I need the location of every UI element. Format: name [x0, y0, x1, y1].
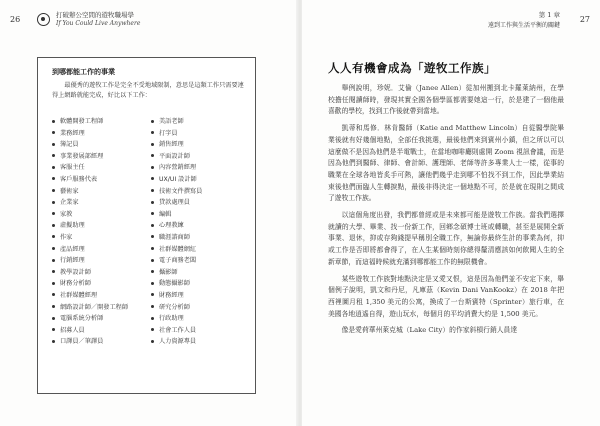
job-list-item — [52, 325, 128, 337]
page-number-right: 27 — [579, 15, 590, 24]
job-title: 作家 — [60, 233, 73, 241]
bullet-icon — [52, 212, 55, 215]
job-title: 客戶服務代表 — [60, 175, 98, 183]
job-list-right — [151, 116, 202, 348]
job-title: 人力資源專員 — [159, 338, 197, 346]
bullet-icon — [52, 143, 55, 146]
job-title: 軟體開發工程師 — [60, 118, 104, 125]
bullet-icon — [52, 259, 55, 262]
job-title: 電子商務老闆 — [159, 257, 197, 265]
job-list-item — [151, 220, 202, 232]
job-list-left — [52, 116, 128, 348]
job-title: 心理教練 — [159, 222, 184, 230]
job-title: 口譯員／筆譯員 — [60, 338, 104, 346]
job-title: 行政助理 — [159, 315, 184, 323]
job-list-item — [151, 116, 202, 128]
job-title: 行銷經理 — [60, 257, 85, 265]
running-header-title: 打破辦公空間的遊牧職場學 — [56, 11, 134, 19]
job-list-item — [151, 267, 202, 279]
bullet-icon — [52, 235, 55, 238]
job-title: 技術文件撰寫員 — [159, 187, 203, 195]
job-list-item — [151, 278, 202, 290]
bullet-icon — [52, 270, 55, 273]
bullet-icon — [151, 189, 154, 192]
job-list-item — [151, 336, 202, 348]
job-list-item — [151, 197, 202, 209]
job-list-item — [151, 151, 202, 163]
job-list-item — [52, 151, 128, 163]
job-list-item — [52, 278, 128, 290]
job-title: 財務經理 — [159, 291, 184, 299]
bullet-icon — [52, 340, 55, 343]
job-title: 教學設計師 — [60, 268, 91, 276]
job-list-item — [151, 186, 202, 198]
job-title: 招募人員 — [60, 326, 85, 334]
job-list-item — [52, 186, 128, 198]
bullet-icon — [151, 259, 154, 262]
job-title: 網路設計師／開發工程師 — [60, 303, 129, 311]
paragraph: 以這個角度出發，我們都曾經或是未來都可能是遊牧工作族。當我們選擇就讀的大學、畢業、找一份新工作，回鄉念碩博士班或轉職，甚至是展開全新事業、退休，抑或存夠錢提早稱別全職工作，無論你最終生計的事業為何，抑或工作是否即將都會得了，在人生某個時刻你總得釐清應該如何飲聞人生的全新章節，而這福時候就充滿到哪都能工作的無限機會。 — [328, 211, 564, 266]
box-title: 到哪都能工作的事業 — [52, 68, 115, 76]
bullet-icon — [52, 201, 55, 204]
bullet-icon — [151, 328, 154, 331]
box-intro: 最優秀的遊牧工作是完全不受地域限制，意思是這類工作只需要連得上網路就能完成，好比以下工作： — [52, 82, 244, 99]
job-list-item — [52, 290, 128, 302]
job-list-item — [151, 302, 202, 314]
chapter-label: 第 1 章 — [538, 11, 560, 19]
bullet-icon — [151, 120, 154, 123]
bullet-icon — [52, 166, 55, 169]
job-title: 電腦系統分析師 — [60, 315, 104, 323]
job-title: 客服主任 — [60, 164, 85, 172]
job-list-item — [52, 302, 128, 314]
bullet-icon — [52, 224, 55, 227]
bullet-icon — [52, 282, 55, 285]
job-list-item — [52, 255, 128, 267]
job-title: 藝術家 — [60, 187, 79, 195]
job-title: 內容營銷經理 — [159, 164, 197, 172]
job-list-item — [52, 220, 128, 232]
job-list-item — [151, 290, 202, 302]
paragraph: 像是愛荷華州萊克城（Lake City）的作家斜槓行銷人員達 — [341, 326, 518, 335]
job-list-item — [151, 174, 202, 186]
job-title: 社群媒體經理 — [60, 291, 98, 299]
bullet-icon — [151, 212, 154, 215]
paragraph: 舉例說明，珍妮．艾倫（Janee Allen）從加州搬到北卡羅萊納州，在學校擔任閱讀師時，發現其實全國各個學區都需要她這一行，於是建了一個他最喜歡的學校，找到工作後就帶到當地。 — [328, 84, 564, 116]
job-title: 企業家 — [60, 199, 79, 207]
section-heading: 人人有機會成為「遊牧工作族」 — [328, 61, 496, 75]
bullet-icon — [151, 224, 154, 227]
job-title: 簿記員 — [60, 141, 79, 149]
bullet-icon — [52, 305, 55, 308]
job-list-item — [151, 139, 202, 151]
bullet-icon — [52, 293, 55, 296]
bullet-icon — [151, 201, 154, 204]
job-title: 編輯 — [159, 210, 172, 218]
bullet-icon — [151, 282, 154, 285]
job-list-item — [52, 267, 128, 279]
compass-logo-icon — [37, 13, 50, 26]
job-list-item — [151, 128, 202, 140]
chapter-subtitle: 遠到工作與生活平衡的關鍵 — [487, 22, 560, 29]
bullet-icon — [52, 177, 55, 180]
job-list-item — [52, 174, 128, 186]
paragraph: 某些遊牧工作族對地點決定是又愛又恨，這是因為他們並不安定下來，舉個例子說明，凱文和丹尼，凡庫茲（Kevin Dani VanKookz）在 2018 年把西裡圖月租 1,350 美元的公寓，換成了一台斯賓特（Sprinter）旅行車，在美國各地逍遙自得，遊山玩水，每個月的平均消費大約是 1,500 美元。 — [328, 274, 564, 318]
bullet-icon — [151, 166, 154, 169]
job-list-item — [151, 162, 202, 174]
job-list-item — [52, 313, 128, 325]
bullet-icon — [151, 235, 154, 238]
job-list-item — [52, 128, 128, 140]
job-title: 攝影師 — [159, 268, 178, 276]
job-title: 財務分析師 — [60, 280, 91, 288]
bullet-icon — [151, 317, 154, 320]
job-list-item — [52, 162, 128, 174]
right-page — [302, 0, 600, 426]
body-text — [328, 83, 564, 342]
job-title: 家教 — [60, 210, 73, 218]
job-title: 業務經理 — [60, 129, 85, 137]
bullet-icon — [151, 305, 154, 308]
job-list-item — [151, 209, 202, 221]
job-title: 社會工作人員 — [159, 326, 197, 334]
bullet-icon — [52, 120, 55, 123]
job-list-item — [52, 244, 128, 256]
job-list-item — [52, 232, 128, 244]
job-title: 職涯諮商師 — [159, 233, 190, 241]
job-list-item — [151, 244, 202, 256]
job-title: 打字員 — [159, 129, 178, 137]
job-title: 事業發展部經理 — [60, 152, 104, 160]
job-title: 銷售經理 — [159, 141, 184, 149]
job-list-item — [52, 209, 128, 221]
job-title: UX/UI 設計師 — [159, 175, 197, 183]
job-list-item — [52, 336, 128, 348]
bullet-icon — [52, 247, 55, 250]
bullet-icon — [151, 270, 154, 273]
job-title: 美語老師 — [159, 118, 184, 125]
job-list-item — [151, 232, 202, 244]
job-list-item — [52, 116, 128, 128]
bullet-icon — [52, 154, 55, 157]
job-title: 研究分析師 — [159, 303, 190, 311]
bullet-icon — [151, 154, 154, 157]
job-title: 社群媒體網紅 — [159, 245, 197, 253]
bullet-icon — [52, 317, 55, 320]
bullet-icon — [151, 131, 154, 134]
job-list-item — [151, 255, 202, 267]
bullet-icon — [52, 189, 55, 192]
bullet-icon — [151, 247, 154, 250]
job-title: 虛擬助理 — [60, 222, 85, 230]
running-header-subtitle: If You Could Live Anywhere — [56, 20, 141, 27]
left-page — [0, 0, 298, 426]
job-list-item — [52, 139, 128, 151]
job-list-item — [151, 313, 202, 325]
job-list-item — [52, 197, 128, 209]
page-number-left: 26 — [10, 15, 21, 24]
bullet-icon — [151, 143, 154, 146]
sidebar-box — [37, 57, 256, 394]
job-title: 產品經理 — [60, 245, 85, 253]
bullet-icon — [52, 131, 55, 134]
paragraph: 凱蒂和馬修．林肯醫師（Katie and Matthew Lincoln）自從醫學院畢業後就有好幾個地點，全部任我挑選，最後他們來到賓州小鎮，但之所以可以這麼做不是因為他們是半電戰士，在當地咖啡廳則處開 Zoom 視訊會議，而是因為他們到醫師、律師、會計師、護理師、老師等許多專業人士一樣，從事的職業在全球各地皆炙手可熱，讓他們幾乎走到哪不怕找不到工作，因此學業結束後他們面臨人生轉捩點，最後非得決定一個地點不可，於是就在現則之間成了遊牧工作族。 — [328, 124, 564, 203]
job-title: 動態攝影師 — [159, 280, 190, 288]
job-list-item — [151, 325, 202, 337]
job-title: 平面設計師 — [159, 152, 190, 160]
bullet-icon — [151, 340, 154, 343]
bullet-icon — [151, 177, 154, 180]
bullet-icon — [52, 328, 55, 331]
job-title: 貸款處理員 — [159, 199, 190, 207]
bullet-icon — [151, 293, 154, 296]
